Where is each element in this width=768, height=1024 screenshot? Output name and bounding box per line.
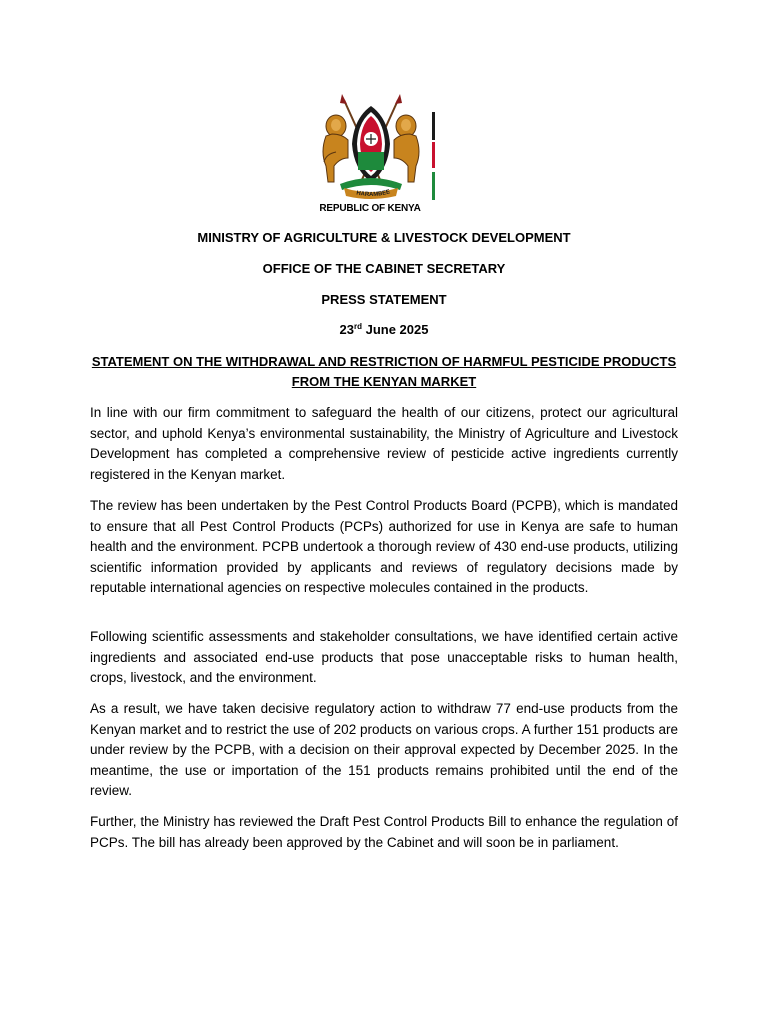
crest-motto: HARAMBEE <box>355 189 391 199</box>
body-paragraph-1: In line with our firm commitment to safeguard the health of our citizens, protect our agricultural sector, and uphold Kenya’s environmental sustainability, the Ministry of Agriculture and Livestock Development has completed a comprehensive review of pesticide active ingredients currently registered in the Kenyan market. <box>90 405 678 482</box>
statement-title: STATEMENT ON THE WITHDRAWAL AND RESTRICTION OF HARMFUL PESTICIDE PRODUCTS FROM THE KENYAN MARKET <box>91 354 677 389</box>
coat-of-arms-block <box>314 92 444 218</box>
document-type-heading: PRESS STATEMENT <box>321 292 447 307</box>
office-heading: OFFICE OF THE CABINET SECRETARY <box>262 261 506 276</box>
date-suffix: rd <box>353 322 362 331</box>
body-paragraph-5: Further, the Ministry has reviewed the Draft Pest Control Products Bill to enhance the regulation of PCPs. The bill has already been approved by the Cabinet and will soon be in parliament. <box>90 814 678 850</box>
date-day: 23 <box>339 322 354 337</box>
statement-date <box>90 321 678 339</box>
body-paragraph-2: The review has been undertaken by the Pest Control Products Board (PCPB), which is mandated to ensure that all Pest Control Products (PCPs) authorized for use in Kenya are safe to human health and the environment. PCPB undertook a thorough review of 430 end-use products, utilizing scientific information provided by applicants and reviews of regulatory decisions made by reputable international agencies on respective molecules contained in the products. <box>90 498 678 596</box>
date-rest: June 2025 <box>361 322 429 337</box>
crest-caption: REPUBLIC OF KENYA <box>319 203 421 214</box>
ministry-heading: MINISTRY OF AGRICULTURE & LIVESTOCK DEVELOPMENT <box>197 230 571 245</box>
body-paragraph-3: Following scientific assessments and stakeholder consultations, we have identified certain active ingredients and associated end-use products that pose unacceptable risks to human health, crops, livestock, and the environment. <box>90 629 678 686</box>
body-paragraph-4: As a result, we have taken decisive regulatory action to withdraw 77 end-use products from the Kenyan market and to restrict the use of 202 products on various crops. A further 151 products are under review by the PCPB, with a decision on their approval expected by December 2025. In the meantime, the use or importation of the 151 products remains prohibited until the end of the review. <box>90 701 678 799</box>
coat-of-arms-icon <box>314 92 444 202</box>
